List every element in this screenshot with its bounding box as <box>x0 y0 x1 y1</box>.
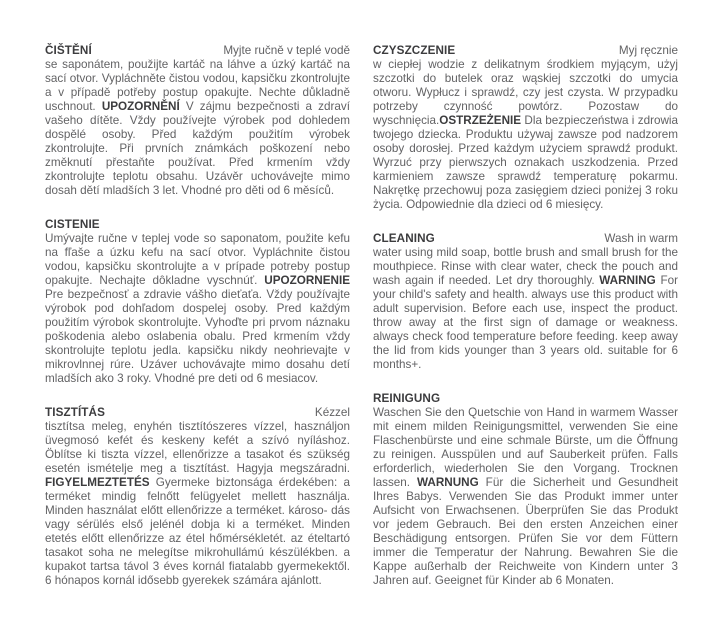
warning-keyword: WARNUNG <box>417 476 479 489</box>
section <box>45 218 350 386</box>
body-text-run: For your child's safety and health. always use this product with adult supervision. Before each use, inspect the product. throw away at the first sign of damage or weakness. always check food temperature before feeding. keep away the lid from kids younger than 3 years old. suitable for 6 months+. <box>373 274 678 371</box>
body-text-run: se saponátem, použijte kartáč na láhve a úzký kartáč na sací otvor. Vypláchněte čistou vodou, kapsičku zkontrolujte a v případě potřeby postup opakujte. Nechte důkladně uschnout. <box>45 58 350 113</box>
column-right <box>373 44 678 642</box>
section <box>373 44 678 212</box>
warning-keyword: FIGYELMEZTETÉS <box>45 476 150 489</box>
section-first-line <box>373 44 678 58</box>
section-heading: CISTENIE <box>45 218 100 231</box>
warning-keyword: UPOZORNENIE <box>264 274 350 287</box>
section-heading: ČIŠTĚNÍ <box>45 44 92 57</box>
body-text-run: Umývajte ručne v teplej vode so saponatom, použite kefu na fľaše a úzku kefu na sací otvor. Vypláchnite čistou vodou, kapsičku skontrolujte a v prípade potreby postup opakujte. Nechajte dôkladne vyschnúť. <box>45 232 350 287</box>
section-heading: TISZTÍTÁS <box>45 406 105 419</box>
body-text-run: w ciepłej wodzie z delikatnym środkiem myjącym, użyj szczotki do butelek oraz wąskiej szczotki do umycia otworu. Wypłucz i sprawdź, czy jest czysta. W przypadku potrzeby czynność powtórz. Pozostaw do wyschnięcia. <box>373 58 678 127</box>
warning-keyword: WARNING <box>599 274 656 287</box>
body-text-run: Dla bezpieczeństwa i zdrowia twojego dziecka. Produktu używaj zawsze pod nadzorem osoby dorosłej. Przed każdym użyciem sprawdź produkt. Wyrzuć przy pierwszych oznakach uszkodzenia. Przed karmieniem zawsze sprawdź temperaturę pokarmu. Nakrętkę przechowuj poza zasięgiem dzieci poniżej 3 roku życia. Odpowiednie dla dzieci od 6 miesięcy. <box>373 114 678 211</box>
body-text-run: Pre bezpečnosť a zdravie vášho dieťaťa. Vždy používajte výrobok pod dohľadom dospelej osoby. Pred každým použitím výrobok skontrolujte. Vyhoďte pri prvom náznaku poškodenia alebo oslabenia obalu. Pred krmením vždy skontrolujte teplotu jedla. kapsičku nikdy neohrievajte v mikrovlnnej rúre. Uzáver uchovávajte mimo dosahu detí mladších ako 3 roky. Vhodné pre deti od 6 mesiacov. <box>45 288 350 385</box>
column-left <box>45 44 350 642</box>
body-text-run: tisztítsa meleg, enyhén tisztítószeres vízzel, használjon üvegmosó kefét és keskeny kefét a szívó nyíláshoz. Öblítse ki tiszta vízzel, ellenőrizze a tasakot és szükség esetén ismételje meg a tisztítást. Hagyja megszáradni. <box>45 420 350 475</box>
section-body <box>373 246 678 372</box>
body-text-run: V zájmu bezpečnosti a zdraví vašeho dítěte. Vždy používejte výrobek pod dohledem dospělé osoby. Před každým použitím výrobek zkontrolujte. Při prvních známkách poškození nebo změknutí přestaňte používat. Před krmením vždy zkontrolujte teplotu obsahu. Uzávěr uchovávejte mimo dosah dětí mladších 3 let. Vhodné pro děti od 6 měsíců. <box>45 100 350 197</box>
section-body <box>45 420 350 588</box>
section <box>373 392 678 588</box>
section <box>45 406 350 588</box>
section-first-line <box>45 44 350 58</box>
section-heading: CLEANING <box>373 232 435 245</box>
body-text-run: water using mild soap, bottle brush and small brush for the mouthpiece. Rinse with clear water, check the pouch and wash again if needed. Let dry thoroughly. <box>373 246 678 287</box>
section <box>373 232 678 372</box>
section-heading: REINIGUNG <box>373 392 441 405</box>
section-first-line <box>45 406 350 420</box>
section-heading: CZYSZCZENIE <box>373 44 456 57</box>
section-body <box>373 58 678 212</box>
body-text-run: Waschen Sie den Quetschie von Hand in warmem Wasser mit einem milden Reinigungsmittel, verwenden Sie eine Flaschenbürste und eine schmale Bürste, um die Öffnung zu reinigen. Ausspülen und auf Sauberkeit prüfen. Falls erforderlich, wiederholen Sie den Vorgang. Trocknen lassen. <box>373 406 678 489</box>
body-text-run: Für die Sicherheit und Gesundheit Ihres Babys. Verwenden Sie das Produkt immer unter Aufsicht von Erwachsenen. Überprüfen Sie das Produkt vor jedem Gebrauch. Bei den ersten Anzeichen einer Beschädigung entsorgen. Prüfen Sie vor dem Füttern immer die Temperatur der Nahrung. Bewahren Sie die Kappe außerhalb der Reichweite von Kindern unter 3 Jahren auf. Geeignet für Kinder ab 6 Monaten. <box>373 476 678 587</box>
body-text-run: Gyermeke biztonsága érdekében: a terméket mindig felnőtt felügyelet mellett használja. Minden használat előtt ellenőrizze a terméket. károso- dás vagy sérülés első jelénél dobja ki a terméket. Minden etetés előtt ellenőrizze az étel hőmérsékletét. az ételtartó tasakot soha ne melegítse mikrohullámú készülékben. a kupakot tartsa távol 3 éves kornál fiatalabb gyermekektől. 6 hónapos kornál idősebb gyerekek számára ajánlott. <box>45 476 350 587</box>
section-first-line <box>373 232 678 246</box>
section <box>45 44 350 198</box>
section-body <box>45 58 350 198</box>
warning-keyword: UPOZORNĚNÍ <box>101 100 180 113</box>
section-body <box>373 406 678 588</box>
section-first-line-text: Myjte ručně v teplé vodě <box>223 44 350 57</box>
section-body <box>45 232 350 386</box>
warning-keyword: OSTRZEŻENIE <box>439 114 522 127</box>
section-first-line-text: Myj ręcznie <box>618 44 678 57</box>
section-first-line-text: Wash in warm <box>604 232 678 245</box>
section-first-line-text: Kézzel <box>314 406 350 419</box>
